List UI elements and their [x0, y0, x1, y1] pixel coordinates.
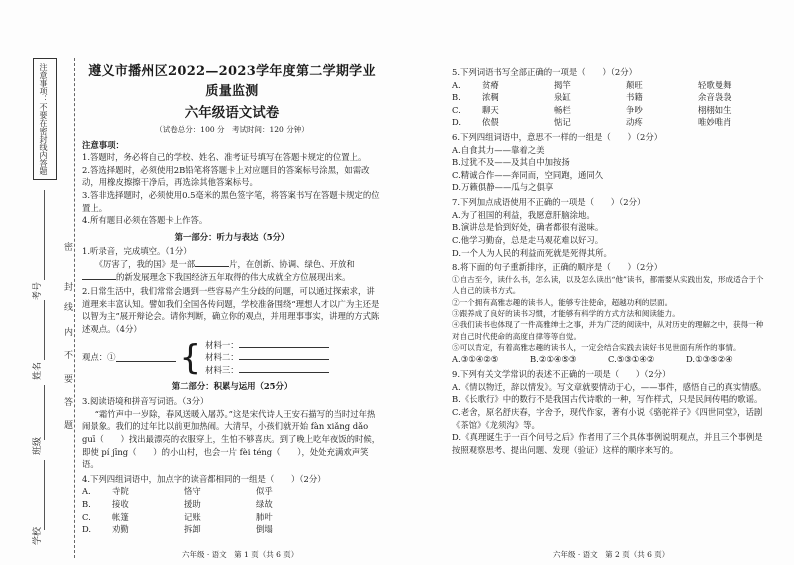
q9-option[interactable]: D.《真理诞生于一百个问号之后》作者用了三个具体事例说明观点，并且三个事例是按照观察思考、提出问题、发现（验证）这样的顺序来写的。 — [452, 432, 763, 455]
exam-subtitle: 六年级语文试卷 — [184, 105, 280, 121]
q5-option[interactable]: A. 贫瘠 揭竿 颠旺 轻歌曼舞 — [452, 79, 732, 90]
seal-char: 内 — [64, 328, 74, 338]
name-label: 姓名 — [33, 361, 43, 380]
seal-char: 要 — [64, 375, 74, 385]
viewpoint-diagram — [82, 339, 382, 377]
note-item: 4.所有题目必须在答题卡上作答。 — [82, 215, 208, 226]
exam-no-label: 考号 — [33, 281, 43, 300]
class-label: 班级 — [33, 436, 43, 455]
material-label: 材料一： — [205, 339, 239, 350]
q8-sentence: ④我们读书也体现了一件高雅绅士之事，并为广泛的阅读中，从对历史的理解之中，获得一种对自己时代使命的高度自律等等自觉。 — [452, 320, 764, 341]
q5-option[interactable]: C. 聊天 畅栏 争吵 栩栩如生 — [452, 104, 732, 115]
answer-blank[interactable] — [82, 271, 116, 280]
q8-sentence: ⑤可以肯定，有着高雅志趣的读书人，一定会结合实践去读好书见世面有所作的事情。 — [452, 343, 741, 353]
page-footer-left: 六年级 · 语文 第 1 页（共 6 页） — [182, 550, 299, 559]
school-label: 学校 — [33, 526, 43, 545]
seal-char: 不 — [64, 351, 74, 361]
q7-option[interactable]: A.为了祖国的利益，我愿意肝脑涂地。 — [452, 209, 595, 220]
material-blank[interactable] — [239, 351, 329, 360]
seal-char: 密 — [64, 243, 74, 253]
question-7: 7.下列加点成语使用不正确的一项是（ ）（2分） — [452, 197, 646, 208]
q6-option[interactable]: D.万籁俱静——瓜与之俱享 — [452, 182, 554, 193]
page-footer-right: 六年级 · 语文 第 2 页（共 6 页） — [553, 550, 670, 559]
viewpoint-label: 观点：① — [82, 352, 116, 363]
seal-char: 题 — [64, 421, 74, 431]
q9-option[interactable]: B.《长歌行》中的数行不是我国古代诗歌的一种，写作样式，只是民间传唱的歌谣。 — [452, 394, 763, 405]
q8-option[interactable]: B.②①④⑤③ — [530, 354, 577, 365]
part1-heading: 第一部分：听力与表达（5分） — [174, 231, 290, 242]
q7-option[interactable]: C.他学习勤奋，总是走马观花难以好习。 — [452, 234, 604, 245]
question-6: 6.下列四组词语中，意思不一样的一组是（ ）（2分） — [452, 132, 663, 143]
question-1-text: 《厉害了，我的国》是一部 片，在创新、协调、绿色、开放和的新发展理念下我国经济五年取得的伟大成就全方位展现出来。 — [82, 258, 382, 283]
note-item: 1.答题时，务必将自己的学校、姓名、准考证号填写在答题卡规定的位置上。 — [82, 152, 367, 163]
exam-title: 遵义市播州区2022—2023学年度第二学期学业质量监测 — [88, 64, 376, 99]
right-column — [452, 66, 770, 456]
q8-option[interactable]: D.①③⑤②④ — [686, 354, 733, 365]
q4-option[interactable]: A. 寺院 恪守 似乎 — [82, 486, 273, 497]
material-blank[interactable] — [239, 364, 329, 373]
question-5: 5.下列词语书写全部正确的一项是（ ）（2分） — [452, 67, 637, 77]
q4-option[interactable]: C. 帐篷 记账 肺叶 — [82, 511, 273, 522]
q6-option[interactable]: B.过犹不及——及其自中加按扬 — [452, 157, 570, 168]
notice-box — [33, 58, 57, 180]
seal-char: 答 — [64, 398, 74, 408]
question-3: 3.阅读语境和拼音写词语。（3分） — [82, 396, 209, 407]
q8-option[interactable]: C.⑤③①④② — [608, 354, 655, 365]
brace-icon: { — [179, 337, 202, 378]
exam-meta: （试卷总分：100 分 考试时间：120 分钟） — [155, 125, 309, 135]
q6-option[interactable]: A.自食其力——靠着之美 — [452, 144, 545, 155]
q8-option[interactable]: A.③①④②⑤ — [452, 354, 499, 365]
q5-option[interactable]: B. 浓稠 泉缸 书籍 余音袅袅 — [452, 92, 732, 103]
q6-option[interactable]: C.精诚合作——奔同而，空同跑，通同久 — [452, 169, 604, 180]
seal-dashed-line — [74, 58, 75, 558]
seal-char: 封 — [64, 283, 74, 293]
q9-option[interactable]: C.老舍，原名舒庆春，字舍予，现代作家，著有小说《骆驼祥子》《四世同堂》，话剧《茶馆》《龙须沟》等。 — [452, 406, 763, 430]
q8-options — [452, 353, 770, 366]
note-item: 2.答选择题时，必须使用2B铅笔将答题卡上对应题目的答案标号涂黑，如需改动，用橡皮擦擦干净后，再选涂其他答案标号。 — [82, 164, 370, 188]
note-item: 3.答非选择题时，必须使用0.5毫米的黑色签字笔，将答案书写在答题卡规定的位置上。 — [82, 189, 380, 213]
question-3-text: “霜竹声中一岁除，春风送暖入屠苏。”这是宋代诗人王安石描写的当时过年热闹景象。我们的过年比以前更加热闹。大清早，小孩们就开始 fàn xiǎng dǎo guī（ ）找出最漂亮的衣服穿上，生怕不够喜庆。到了晚上吃年夜饭的时候，即使 pí jīng（ ）的小山村，也会一片 fèi téng（ ），处处充满欢声笑语。 — [82, 408, 381, 470]
exam-no-line — [44, 190, 45, 280]
school-line — [44, 460, 45, 530]
notice-text: 注意事项：不要在密封线内答题 — [39, 63, 48, 175]
question-9: 9.下列有关文学常识的表述不正确的一项是（ ）（2分） — [452, 369, 671, 380]
q8-sentence: ③跟养成了良好的读书习惯，才能够有科学的方式方法和阅读能力。 — [452, 308, 680, 318]
q7-option[interactable]: D.一个人为人民的利益而死就是死得其所。 — [452, 247, 612, 258]
notes-heading: 注意事项： — [82, 139, 124, 150]
viewpoint-blank[interactable] — [116, 353, 176, 362]
question-1: 1.听录音，完成填空。（1分） — [82, 246, 192, 257]
q4-option[interactable]: D. 劝勤 拆卸 倒塌 — [82, 524, 273, 535]
seal-char: 线 — [64, 303, 74, 313]
binding-gutter — [0, 0, 75, 565]
question-8: 8.将下面的句子重新排序，正确的顺序是（ ）（2分） — [452, 262, 663, 273]
left-column — [82, 62, 382, 536]
q4-option[interactable]: B. 接收 援助 绿故 — [82, 498, 273, 509]
q8-sentence: ①自古至今，读什么书，怎么读，以及怎么读出“他”读书，都需要从实践出发，形成适合于个人自己的读书方式。 — [452, 274, 764, 296]
q5-option[interactable]: D. 依偎 惦记 动疼 唯妙唯肖 — [452, 117, 732, 128]
answer-blank[interactable] — [195, 258, 229, 267]
material-blank[interactable] — [239, 339, 329, 348]
class-line — [44, 385, 45, 440]
q7-option[interactable]: B.演讲总是恰到好处，确者都很有滋味。 — [452, 222, 604, 233]
materials-list — [205, 339, 329, 377]
part2-heading: 第二部分：积累与运用（25分） — [171, 381, 293, 392]
q9-option[interactable]: A.《情以物迁，辞以情发》。写文章就要情动于心，——事件，感悟自己的真实情感。 — [452, 381, 767, 392]
question-4: 4.下列四组词语中，加点字的读音都相同的一组是（ ）（2分） — [82, 473, 326, 484]
material-label: 材料二： — [205, 352, 239, 363]
q8-sentence: ②一个拥有高雅志趣的读书人，能够专注使命，超越功利的层面。 — [452, 297, 673, 307]
name-line — [44, 300, 45, 360]
material-label: 材料三： — [205, 364, 239, 375]
question-2: 2.日常生活中，我们常常会遇到一些容易产生分歧的问题，可以通过探索求，讲道理来丰富认知。譬如我们全国各传问题，学校准备围绕“理想人才以广为主还是以智为主”展开辩论会。请你判断，确立你的观点，并用理事事实，讲理的方式陈述观点。（4分） — [82, 286, 380, 335]
